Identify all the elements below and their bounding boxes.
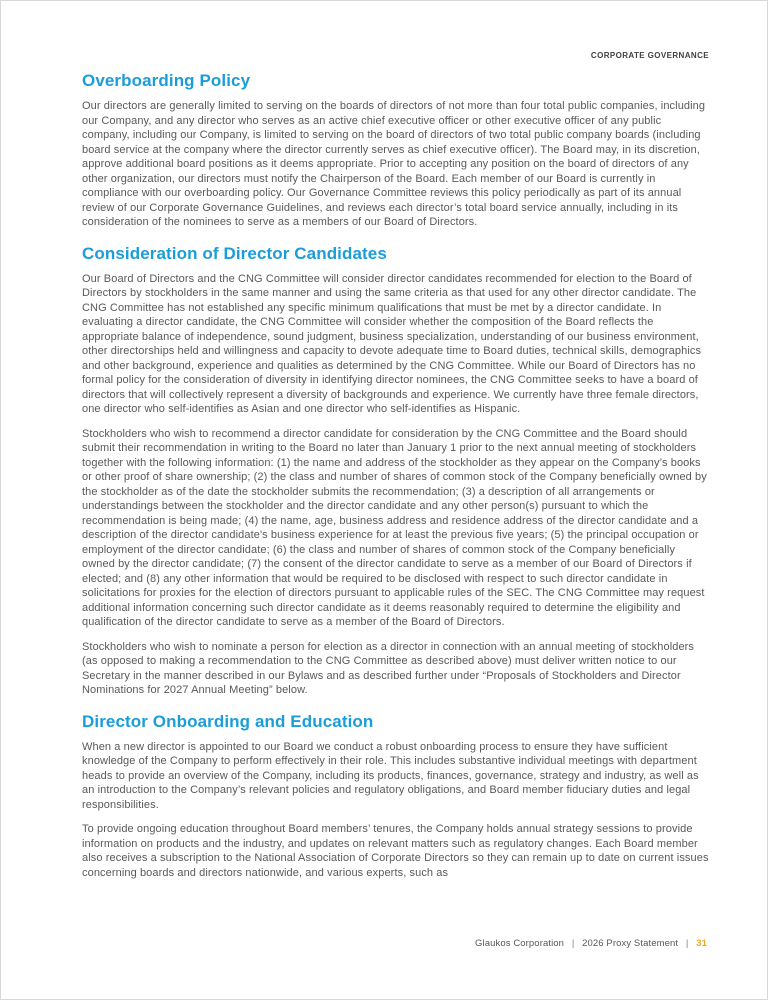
footer-separator: | xyxy=(571,938,575,949)
paragraph-overboarding-policy-1: Our directors are generally limited to serving on the boards of directors of not more than four total public companies, including our Company, and any director who serves as an active chief executive officer or other executive officer of any public company, including our Company, is limited to serving on the board of directors of two total public company boards (including board service at the company where the director currently serves as chief executive officer). The Board may, in its discretion, approve additional board positions as it deems appropriate. Prior to accepting any position on the board of directors of any other organization, our directors must notify the Chairperson of the Board. Each member of our Board is currently in compliance with our overboarding policy. Our Governance Committee reviews this policy periodically as part of its annual review of our Corporate Governance Guidelines, and reviews each director’s total board service annually, including in its consideration of the nominees to serve as a members of our Board of Directors. xyxy=(82,100,706,228)
footer-separator: | xyxy=(685,938,689,949)
heading-consideration-of-director-candidates: Consideration of Director Candidates xyxy=(82,243,387,263)
paragraph-onboarding-1: When a new director is appointed to our Board we conduct a robust onboarding process to ensure they have sufficient knowledge of the Company to perform effectively in their role. This includes substantive individual meetings with department heads to provide an overview of the Company, including its products, finances, governance, strategy and industry, as well as an introduction to the Company’s relevant policies and regulatory obligations, and Board member fiduciary duties and legal responsibilities. xyxy=(82,740,699,811)
footer-company-name: Glaukos Corporation xyxy=(475,938,565,949)
footer-document-title: 2026 Proxy Statement xyxy=(582,938,679,949)
paragraph-onboarding-2: To provide ongoing education throughout Board members’ tenures, the Company holds annual strategy sessions to provide information on products and the industry, and updates on relevant matters such as regulatory changes. Each Board member also receives a subscription to the National Association of Corporate Directors so they can remain up to date on current issues concerning boards and directors nationwide, and various experts, such as xyxy=(82,823,709,879)
paragraph-consideration-1: Our Board of Directors and the CNG Committee will consider director candidates recommended for election to the Board of Directors by stockholders in the same manner and using the same criteria as that used for any other director candidate. The CNG Committee has not established any specific minimum qualifications that must be met by a director candidate. In evaluating a director candidate, the CNG Committee will consider whether the composition of the Board reflects the appropriate balance of independence, sound judgment, business specialization, understanding of our business environment, other directorships held and willingness and capacity to devote adequate time to Board duties, technical skills, demographics and other background, experience and qualities as determined by the CNG Committee. While our Board of Directors has no formal policy for the consideration of diversity in identifying director nominees, the CNG Committee seeks to have a board of directors that will collectively represent a diversity of backgrounds and experience. We currently have three female directors, one director who self-identifies as Asian and one director who self-identifies as Hispanic. xyxy=(82,272,702,415)
paragraph-consideration-3: Stockholders who wish to nominate a person for election as a director in connection with an annual meeting of stockholders (as opposed to making a recommendation to the CNG Committee as described above) must deliver written notice to our Secretary in the manner described in our Bylaws and as described further under “Proposals of Stockholders and Director Nominations for 2027 Annual Meeting” below. xyxy=(82,640,695,696)
page-footer xyxy=(475,938,707,949)
footer-page-number: 31 xyxy=(696,938,707,949)
heading-director-onboarding-and-education: Director Onboarding and Education xyxy=(82,711,374,731)
paragraph-consideration-2: Stockholders who wish to recommend a director candidate for consideration by the CNG Committee and the Board should submit their recommendation in writing to the Board no later than January 1 prior to the next annual meeting of stockholders together with the following information: (1) the name and address of the stockholder as they appear on the Company’s books or other proof of share ownership; (2) the class and number of shares of common stock of the Company beneficially owned by the stockholder as of the date the stockholder submits the recommendation; (3) a description of all arrangements or understandings between the stockholder and the director candidate and any other person(s) pursuant to which the recommendation is being made; (4) the name, age, business address and residence address of the director candidate and a description of the director candidate's business experience for at least the previous five years; (5) the principal occupation or employment of the director candidate; (6) the class and number of shares of common stock of the Company beneficially owned by the director candidate; (7) the consent of the director candidate to serve as a member of our Board of Directors if elected; and (8) any other information that would be required to be disclosed with respect to such director candidate in solicitations for proxies for the election of directors pursuant to applicable rules of the SEC. The CNG Committee may request additional information concerning such director candidate as it deems reasonably required to determine the eligibility and qualification of the director candidate to serve as a member of the Board of Directors. xyxy=(82,427,707,628)
heading-overboarding-policy: Overboarding Policy xyxy=(82,71,251,90)
running-header-label: CORPORATE GOVERNANCE xyxy=(590,51,709,60)
page-content xyxy=(82,54,709,890)
